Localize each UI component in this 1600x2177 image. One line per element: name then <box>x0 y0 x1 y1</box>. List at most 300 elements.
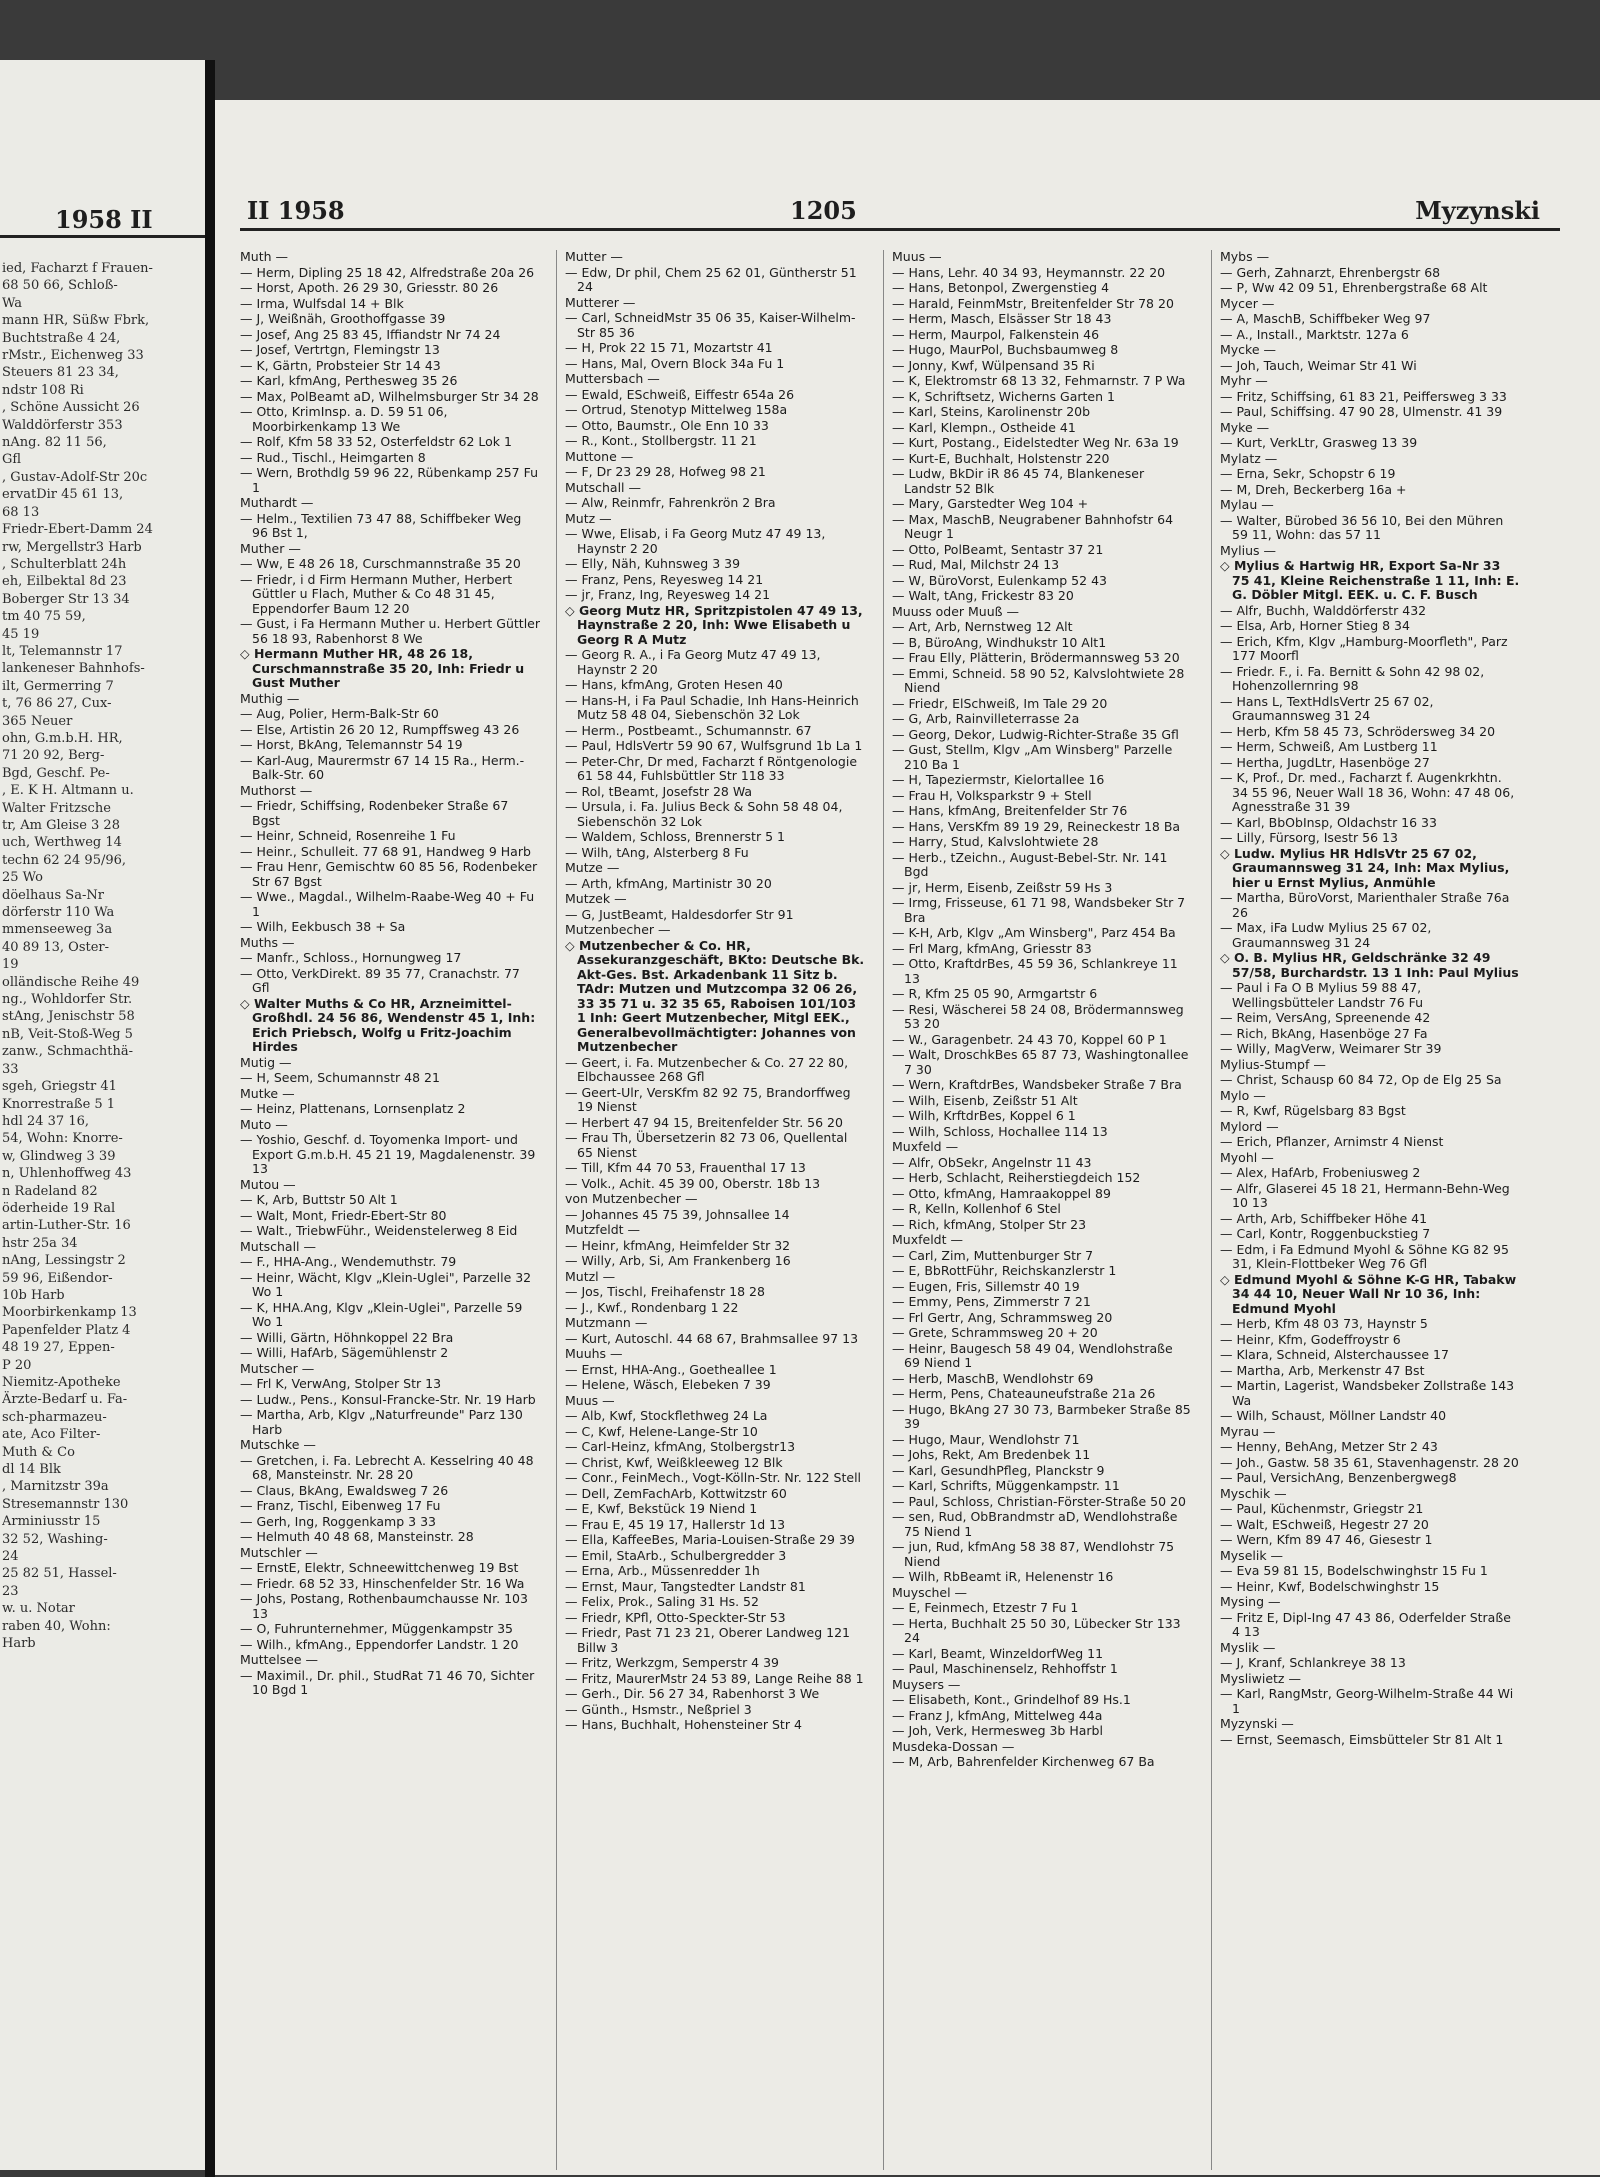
directory-entry: — Walter, Bürobed 36 56 10, Bei den Mühren 59 11, Wohn: das 57 11 <box>1220 512 1504 542</box>
directory-entry: — K, Elektromstr 68 13 32, Fehmarnstr. 7 P Wa <box>892 373 1186 388</box>
surname-heading: Myslik — <box>1220 1639 1276 1655</box>
directory-entry: — Harald, FeinmMstr, Breitenfelder Str 78 20 <box>892 295 1174 311</box>
directory-entry: — Emil, StaArb., Schulbergredder 3 <box>565 1547 787 1563</box>
directory-entry: ◇ Hermann Muther HR, 48 26 18, Curschmannstraße 35 20, Inh: Friedr u Gust Muther <box>240 646 525 690</box>
directory-entry: — Hans, Mal, Overn Block 34a Fu 1 <box>565 355 785 371</box>
directory-entry: — Hans, Buchhalt, Hohensteiner Str 4 <box>565 1717 802 1732</box>
directory-entry: — Rich, kfmAng, Stolper Str 23 <box>892 1216 1087 1232</box>
directory-entry: — jr, Franz, Ing, Reyesweg 14 21 <box>565 587 771 602</box>
surname-heading: Muuss oder Muuß — <box>892 603 1019 619</box>
left-page-line: n, Uhlenhoffweg 43 <box>2 1166 132 1182</box>
directory-entry: — Paul i Fa O B Mylius 59 88 47, Wellingsbütteler Landstr 76 Fu <box>1220 980 1424 1010</box>
left-page-line: dl 14 Blk <box>2 1462 61 1478</box>
directory-entry: — Rud., Tischl., Heimgarten 8 <box>240 449 426 465</box>
left-page-line: Walddörferstr 353 <box>2 417 123 433</box>
surname-heading: Muth — <box>240 250 289 264</box>
surname-heading: Mylo — <box>1220 1087 1266 1103</box>
left-page-line: nAng, Lessingstr 2 <box>2 1253 126 1269</box>
surname-heading: Mutschke — <box>240 1437 316 1452</box>
directory-entry: — Irmg, Frisseuse, 61 71 98, Wandsbeker Str 7 Bra <box>892 895 1186 925</box>
directory-entry: — Henny, BehAng, Metzer Str 2 43 <box>1220 1439 1438 1454</box>
left-page-line: hdl 24 37 16, <box>2 1113 90 1129</box>
directory-entry: — Johs, Rekt, Am Bredenbek 11 <box>892 1447 1091 1462</box>
directory-entry: — Kurt, Autoschl. 44 68 67, Brahmsallee 97 13 <box>565 1330 859 1346</box>
directory-entry: — Hans-H, i Fa Paul Schadie, Inh Hans-Heinrich Mutz 58 48 04, Siebenschön 32 Lok <box>565 692 859 722</box>
directory-entry: — Paul, VersichAng, Benzenbergweg8 <box>1220 1470 1457 1485</box>
surname-heading: Muyschel — <box>892 1584 968 1600</box>
surname-heading: Mutterer — <box>565 294 636 310</box>
directory-entry: — Wilh, Schaust, Möllner Landstr 40 <box>1220 1408 1447 1423</box>
directory-entry: — Karl, Schrifts, Müggenkampstr. 11 <box>892 1478 1120 1493</box>
directory-entry: — Emmi, Schneid. 58 90 52, Kalvslohtwiete 28 Niend <box>892 665 1185 695</box>
directory-entry: — Hans, Lehr. 40 34 93, Heymannstr. 22 20 <box>892 264 1166 280</box>
directory-entry: — Alw, Reinmfr, Fahrenkrön 2 Bra <box>565 495 776 510</box>
left-page-line: Buchtstraße 4 24, <box>2 330 121 346</box>
surname-heading: Mutzfeldt — <box>565 1222 641 1237</box>
directory-entry: — Gerh, Ing, Roggenkamp 3 33 <box>240 1513 436 1529</box>
directory-entry: — Otto, KrimInsp. a. D. 59 51 06, Moorbirkenkamp 13 We <box>240 404 448 434</box>
left-page-line: tm 40 75 59, <box>2 609 86 625</box>
left-page-line: Wa <box>2 295 22 311</box>
directory-entry: — Herm, Schweiß, Am Lustberg 11 <box>1220 739 1438 754</box>
directory-entry: — Elly, Näh, Kuhnsweg 3 39 <box>565 556 741 571</box>
directory-entry: — Wwe, Elisab, i Fa Georg Mutz 47 49 13, Haynstr 2 20 <box>565 526 826 556</box>
directory-entry: — Wilh, Eekbusch 38 + Sa <box>240 919 406 934</box>
directory-entry: — ErnstE, Elektr, Schneewittchenweg 19 Bst <box>240 1560 519 1575</box>
directory-entry: — Hans, Betonpol, Zwergenstieg 4 <box>892 280 1110 295</box>
directory-entry: — Herb, Schlacht, Reiherstiegdeich 152 <box>892 1170 1141 1185</box>
directory-entry: — Herb, MaschB, Wendlohstr 69 <box>892 1370 1094 1386</box>
directory-entry: ◇ Mutzenbecher & Co. HR, Assekuranzgeschäft, BKto: Deutsche Bk. Akt-Ges. Bst. Arkadenbank 11 Sitz b. TAdr: Mutzen und Mutzcompa 32 06 26, 33 35 71 u. 32 35 65, Raboisen 101/103 1 Inh: Geert Mutzenbecher, Mitgl EEK., Generalbevollmächtigter: Johannes von Mutzenbecher <box>565 937 865 1054</box>
directory-entry: — M, Dreh, Beckerberg 16a + <box>1220 481 1407 497</box>
directory-entry: — Edm, i Fa Edmund Myohl & Söhne KG 82 95 31, Klein-Flottbeker Weg 76 Gfl <box>1220 1241 1509 1271</box>
directory-entry: — Joh, Tauch, Weimar Str 41 Wi <box>1220 357 1417 373</box>
directory-entry: — Horst, Apoth. 26 29 30, Griesstr. 80 26 <box>240 280 499 295</box>
left-page-line: techn 62 24 95/96, <box>2 852 127 868</box>
surname-heading: Mutzenbecher — <box>565 922 671 937</box>
directory-entry: — Otto, kfmAng, Hamraakoppel 89 <box>892 1185 1111 1201</box>
directory-entry: — Friedr, Schiffsing, Rodenbeker Straße 67 Bgst <box>240 798 509 828</box>
directory-entry: — R, Kelln, Kollenhof 6 Stel <box>892 1201 1061 1216</box>
surname-heading: Mutschall — <box>240 1238 316 1254</box>
directory-entry: — Heinr., Schulleit. 77 68 91, Handweg 9 Harb <box>240 843 531 859</box>
directory-entry: ◇ Edmund Myohl & Söhne K-G HR, Tabakw 34 44 10, Neuer Wall Nr 10 36, Inh: Edmund Myohl <box>1220 1271 1517 1316</box>
directory-entry: — Frau Th, Übersetzerin 82 73 06, Quellental 65 Nienst <box>565 1130 848 1160</box>
directory-entry: — Frl K, VerwAng, Stolper Str 13 <box>240 1376 442 1391</box>
directory-entry: — Helmuth 40 48 68, Mansteinstr. 28 <box>240 1529 474 1544</box>
directory-entry: — Ursula, i. Fa. Julius Beck & Sohn 58 48 04, Siebenschön 32 Lok <box>565 799 843 829</box>
directory-entry: — Heinz, Plattenans, Lornsenplatz 2 <box>240 1101 466 1116</box>
directory-entry: — Georg R. A., i Fa Georg Mutz 47 49 13, Haynstr 2 20 <box>565 647 821 677</box>
directory-entry: — Horst, BkAng, Telemannstr 54 19 <box>240 737 463 752</box>
directory-entry: — Wilh, Eisenb, Zeißstr 51 Alt <box>892 1092 1078 1108</box>
directory-entry: — Kurt-E, Buchhalt, Holstenstr 220 <box>892 450 1110 466</box>
left-page-line: Knorrestraße 5 1 <box>2 1096 116 1112</box>
directory-entry: — A., Install., Marktstr. 127a 6 <box>1220 326 1409 342</box>
directory-entry: — Karl, BbObInsp, Oldachstr 16 33 <box>1220 814 1437 830</box>
directory-entry: — Willi, HafArb, Sägemühlenstr 2 <box>240 1345 449 1360</box>
left-page-header: 1958 II <box>55 205 153 234</box>
surname-heading: Muttone — <box>565 448 634 464</box>
left-page-line: ng., Wohldorfer Str. <box>2 992 133 1008</box>
surname-heading: Mylius — <box>1220 542 1277 558</box>
surname-heading: Muttersbach — <box>565 371 660 386</box>
directory-entry: — Manfr., Schloss., Hornungweg 17 <box>240 950 462 965</box>
directory-entry: — Karl, GesundhPfleg, Planckstr 9 <box>892 1462 1105 1478</box>
left-page-line: öderheide 19 Ral <box>2 1200 116 1216</box>
left-page-line: olländische Reihe 49 <box>2 974 140 990</box>
left-page-line: sgeh, Griegstr 41 <box>2 1079 117 1095</box>
directory-entry: — Ernst, Seemasch, Eimsbütteler Str 81 Alt 1 <box>1220 1731 1504 1747</box>
left-page-line: Papenfelder Platz 4 <box>2 1322 131 1338</box>
directory-entry: — Heinr, Kwf, Bodelschwinghstr 15 <box>1220 1578 1440 1594</box>
directory-entry: — Frl Gertr, Ang, Schrammsweg 20 <box>892 1309 1113 1325</box>
directory-entry: — H, Prok 22 15 71, Mozartstr 41 <box>565 340 773 355</box>
directory-entry: — Otto, VerkDirekt. 89 35 77, Cranachstr. 77 Gfl <box>240 965 520 995</box>
left-page-lines <box>2 260 202 1653</box>
directory-entry: — K, Schriftsetz, Wicherns Garten 1 <box>892 388 1115 404</box>
page-header-left: II 1958 <box>247 196 345 225</box>
left-page-line: 48 19 27, Eppen- <box>2 1340 115 1356</box>
surname-heading: Mycke — <box>1220 342 1277 357</box>
directory-entry: — E, Feinmech, Etzestr 7 Fu 1 <box>892 1600 1079 1615</box>
directory-entry: — Jonny, Kwf, Wülpensand 35 Ri <box>892 357 1095 373</box>
left-page-line: Harb <box>2 1636 36 1652</box>
surname-heading: Musdeka-Dossan — <box>892 1738 1015 1754</box>
surname-heading: Muthardt — <box>240 495 314 510</box>
directory-entry: — Harry, Stud, Kalvslohtwiete 28 <box>892 834 1099 849</box>
left-page-line: nB, Veit-Stoß-Weg 5 <box>2 1026 133 1042</box>
directory-entry: — Friedr, KPfl, Otto-Speckter-Str 53 <box>565 1609 786 1625</box>
left-page-line: w. u. Notar <box>2 1601 75 1617</box>
left-page-line: döelhaus Sa-Nr <box>2 887 104 903</box>
directory-entry: — Karl, Steins, Karolinenstr 20b <box>892 404 1091 419</box>
left-page-line: ied, Facharzt f Frauen- <box>2 261 153 276</box>
directory-entry: — Rolf, Kfm 58 33 52, Osterfeldstr 62 Lok 1 <box>240 434 512 449</box>
directory-entry: — Ewald, ESchweiß, Eiffestr 654a 26 <box>565 386 795 402</box>
directory-entry: — Paul, Küchenmstr, Griegstr 21 <box>1220 1501 1424 1516</box>
surname-heading: Mylau — <box>1220 497 1274 512</box>
header-rule <box>240 228 1560 231</box>
directory-entry: — Karl, kfmAng, Perthesweg 35 26 <box>240 373 458 388</box>
directory-entry: — P, Ww 42 09 51, Ehrenbergstraße 68 Alt <box>1220 280 1488 295</box>
surname-heading: Mybs — <box>1220 250 1270 264</box>
left-page-line: 19 <box>2 957 19 973</box>
directory-entry: — Friedr. F., i. Fa. Bernitt & Sohn 42 98 02, Hohenzollernring 98 <box>1220 663 1485 693</box>
directory-entry: — Wilh., kfmAng., Eppendorfer Landstr. 1 20 <box>240 1636 519 1652</box>
directory-entry: — Wern, Brothdlg 59 96 22, Rübenkamp 257 Fu 1 <box>240 465 539 495</box>
left-page-line: uch, Werthweg 14 <box>2 835 122 851</box>
left-page-line: rMstr., Eichenweg 33 <box>2 348 144 364</box>
left-page-line: lt, Telemannstr 17 <box>2 643 123 659</box>
left-page-line: 25 Wo <box>2 870 43 886</box>
directory-entry: — Walt., TriebwFühr., Weidenstelerweg 8 Eid <box>240 1223 518 1238</box>
directory-entry: — Alex, HafArb, Frobeniusweg 2 <box>1220 1165 1421 1180</box>
directory-entry: — Elsa, Arb, Horner Stieg 8 34 <box>1220 618 1410 633</box>
directory-entry: — Ortrud, Stenotyp Mittelweg 158a <box>565 402 788 417</box>
directory-entry: — Günth., Hsmstr., Neßpriel 3 <box>565 1701 752 1717</box>
directory-column-1 <box>240 250 540 2170</box>
directory-entry: — Walt, ESchweiß, Hegestr 27 20 <box>1220 1516 1429 1532</box>
directory-entry: — Christ, Schausp 60 84 72, Op de Elg 25 Sa <box>1220 1072 1502 1087</box>
left-page-line: lankeneser Bahnhofs- <box>2 661 145 677</box>
directory-entry: — K, HHA.Ang, Klgv „Klein-Uglei", Parzelle 59 Wo 1 <box>240 1299 523 1329</box>
left-page-line: 68 13 <box>2 504 40 520</box>
left-page-line: , Schulterblatt 24h <box>2 556 127 572</box>
surname-heading: Mutschler — <box>240 1544 318 1560</box>
directory-entry: — Paul, Maschinenselz, Rehhoffstr 1 <box>892 1661 1118 1676</box>
left-page-line: 365 Neuer <box>2 713 73 729</box>
directory-entry: — Herb, Kfm 58 45 73, Schrödersweg 34 20 <box>1220 723 1496 739</box>
directory-entry: — Volk., Achit. 45 39 00, Oberstr. 18b 13 <box>565 1175 821 1191</box>
directory-entry: — Herb, Kfm 48 03 73, Haynstr 5 <box>1220 1316 1428 1331</box>
left-page-line: zanw., Schmachthä- <box>2 1044 133 1060</box>
directory-entry: — Alfr, ObSekr, Angelnstr 11 43 <box>892 1154 1092 1170</box>
directory-entry: — Paul, HdlsVertr 59 90 67, Wulfsgrund 1b La 1 <box>565 738 863 753</box>
surname-heading: Mysing — <box>1220 1594 1281 1609</box>
directory-entry: — Frau Henr, Gemischtw 60 85 56, Rodenbeker Str 67 Bgst <box>240 859 538 889</box>
left-page-line: , Schöne Aussicht 26 <box>2 400 140 416</box>
directory-entry: — Arth, kfmAng, Martinistr 30 20 <box>565 875 772 891</box>
directory-entry: — Helene, Wäsch, Elebeken 7 39 <box>565 1377 771 1392</box>
surname-heading: Mutter — <box>565 250 623 264</box>
directory-entry: — Wilh, KrftdrBes, Koppel 6 1 <box>892 1108 1076 1123</box>
directory-entry: — sen, Rud, ObBrandmstr aD, Wendlohstraße 75 Niend 1 <box>892 1509 1178 1539</box>
directory-entry: — W., Garagenbetr. 24 43 70, Koppel 60 P 1 <box>892 1031 1167 1047</box>
directory-entry: — Franz, Tischl, Eibenweg 17 Fu <box>240 1498 441 1513</box>
left-page-line: eh, Eilbektal 8d 23 <box>2 574 127 590</box>
left-page-line: ate, Aco Filter- <box>2 1427 101 1443</box>
directory-entry: — Herm., Postbeamt., Schumannstr. 67 <box>565 722 812 738</box>
left-page-line: ervatDir 45 61 13, <box>2 487 124 503</box>
directory-entry: — Heinr, Schneid, Rosenreihe 1 Fu <box>240 828 456 843</box>
surname-heading: Mutz — <box>565 510 612 526</box>
directory-entry: — J, Kranf, Schlankreye 38 13 <box>1220 1655 1406 1670</box>
directory-entry: — Wilh, Schloss, Hochallee 114 13 <box>892 1123 1108 1139</box>
directory-entry: — Resi, Wäscherei 58 24 08, Brödermannsweg 53 20 <box>892 1001 1184 1031</box>
surname-heading: Muxfeldt — <box>892 1232 963 1247</box>
directory-entry: — Fritz, Werkzgm, Semperstr 4 39 <box>565 1655 780 1670</box>
directory-entry: — Erna, Sekr, Schopstr 6 19 <box>1220 466 1396 481</box>
left-page-line: Muth & Co <box>2 1444 75 1460</box>
directory-entry: — Mary, Garstedter Weg 104 + <box>892 496 1089 511</box>
directory-entry: — Hans L, TextHdlsVertr 25 67 02, Graumannsweg 31 24 <box>1220 693 1434 723</box>
left-page-line: stAng, Jenischstr 58 <box>2 1009 135 1025</box>
surname-heading: Mutke — <box>240 1085 295 1101</box>
directory-entry: — Hugo, Maur, Wendlohstr 71 <box>892 1431 1080 1447</box>
directory-entry: — Fritz, Schiffsing, 61 83 21, Peiffersweg 3 33 <box>1220 388 1507 404</box>
directory-entry: — Herm, Maurpol, Falkenstein 46 <box>892 326 1100 342</box>
directory-entry: — Claus, BkAng, Ewaldsweg 7 26 <box>240 1482 449 1498</box>
left-page-line: , E. K H. Altmann u. <box>2 783 134 799</box>
directory-entry: — Joh., Gastw. 58 35 61, Stavenhagenstr. 28 20 <box>1220 1454 1519 1470</box>
directory-entry: — Heinr, Kfm, Godeffroystr 6 <box>1220 1331 1401 1347</box>
directory-entry: — H, Tapeziermstr, Kielortallee 16 <box>892 772 1105 787</box>
directory-entry: — Herm, Dipling 25 18 42, Alfredstraße 20a 26 <box>240 264 535 280</box>
directory-entry: — Gretchen, i. Fa. Lebrecht A. Kesselring 40 48 68, Mansteinstr. Nr. 28 20 <box>240 1452 534 1482</box>
directory-entry: — F., HHA-Ang., Wendemuthstr. 79 <box>240 1254 457 1269</box>
directory-entry: — Carl, Kontr, Roggenbuckstieg 7 <box>1220 1226 1431 1241</box>
left-page-fragment <box>0 60 205 2170</box>
left-page-line: Boberger Str 13 34 <box>2 591 130 607</box>
directory-entry: — Willy, MagVerw, Weimarer Str 39 <box>1220 1041 1442 1056</box>
directory-entry: — B, BüroAng, Windhukstr 10 Alt1 <box>892 634 1107 650</box>
left-page-line: nAng. 82 11 56, <box>2 435 107 451</box>
surname-heading: Myschik — <box>1220 1485 1287 1501</box>
directory-entry: — Martha, Arb, Merkenstr 47 Bst <box>1220 1362 1425 1378</box>
left-page-line: Arminiusstr 15 <box>2 1514 101 1530</box>
surname-heading: Mutzmann — <box>565 1315 648 1330</box>
directory-entry: — Erich, Kfm, Klgv „Hamburg-Moorfleth", Parz 177 Moorfl <box>1220 633 1508 663</box>
left-page-line: P 20 <box>2 1357 32 1373</box>
directory-entry: — Fritz E, Dipl-Ing 47 43 86, Oderfelder Straße 4 13 <box>1220 1609 1511 1639</box>
directory-entry: ◇ Mylius & Hartwig HR, Export Sa-Nr 33 75 41, Kleine Reichenstraße 1 11, Inh: E. G. Döbler Mitgl. EEK. u. C. F. Busch <box>1220 558 1520 602</box>
directory-entry: — Gust, i Fa Hermann Muther u. Herbert Güttler 56 18 93, Rabenhorst 8 We <box>240 616 540 646</box>
directory-entry: — Wern, KraftdrBes, Wandsbeker Straße 7 Bra <box>892 1077 1182 1092</box>
directory-entry: — R, Kwf, Rügelsbarg 83 Bgst <box>1220 1103 1406 1118</box>
left-page-line: 24 <box>2 1549 19 1565</box>
directory-entry: — Friedr, ElSchweiß, Im Tale 29 20 <box>892 695 1108 711</box>
directory-entry: — Helm., Textilien 73 47 88, Schiffbeker Weg 96 Bst 1, <box>240 510 522 540</box>
directory-entry: — Hans, kfmAng, Breitenfelder Str 76 <box>892 803 1128 818</box>
directory-entry: — Hans, VersKfm 89 19 29, Reineckestr 18 Ba <box>892 818 1181 834</box>
left-page-line: Niemitz-Apotheke <box>2 1375 121 1390</box>
left-page-line: Bgd, Geschf. Pe- <box>2 765 110 781</box>
directory-entry: — Eva 59 81 15, Bodelschwinghstr 15 Fu 1 <box>1220 1563 1488 1578</box>
surname-heading: Muttelsee — <box>240 1652 319 1667</box>
left-page-line: 10b Harb <box>2 1287 65 1303</box>
directory-entry: — Reim, VersAng, Spreenende 42 <box>1220 1010 1431 1025</box>
directory-entry: — Eugen, Fris, Sillemstr 40 19 <box>892 1278 1080 1294</box>
directory-entry: — Ella, KaffeeBes, Maria-Louisen-Straße 29 39 <box>565 1532 855 1547</box>
directory-entry: — K, Prof., Dr. med., Facharzt f. Augenkrkhtn. 34 55 96, Neuer Wall 18 36, Wohn: 47 48 06, Agnesstraße 31 39 <box>1220 770 1515 814</box>
left-page-line: ohn, G.m.b.H. HR, <box>2 730 123 746</box>
directory-entry: — Franz J, kfmAng, Mittelweg 44a <box>892 1707 1103 1723</box>
directory-entry: — Friedr, i d Firm Hermann Muther, Herbert Güttler u Flach, Muther & Co 48 31 45, Eppendorfer Baum 12 20 <box>240 571 513 616</box>
directory-entry: — Frau E, 45 19 17, Hallerstr 1d 13 <box>565 1516 786 1532</box>
directory-entry: — Till, Kfm 44 70 53, Frauenthal 17 13 <box>565 1160 806 1175</box>
directory-entry: — Walt, Mont, Friedr-Ebert-Str 80 <box>240 1207 447 1223</box>
surname-heading: Mylatz — <box>1220 450 1278 466</box>
surname-heading: von Mutzenbecher — <box>565 1191 698 1206</box>
surname-heading: Muto — <box>240 1116 288 1132</box>
left-page-line: tr, Am Gleise 3 28 <box>2 818 120 833</box>
directory-entry: — Frau Elly, Plätterin, Brödermannsweg 53 20 <box>892 650 1180 665</box>
left-page-line: Steuers 81 23 34, <box>2 365 119 381</box>
surname-heading: Mutou — <box>240 1176 296 1192</box>
left-page-line: mann HR, Süßw Fbrk, <box>2 313 150 329</box>
directory-entry: — K, Arb, Buttstr 50 Alt 1 <box>240 1192 398 1207</box>
book-spine <box>205 60 215 2177</box>
left-page-line: 32 52, Washing- <box>2 1531 108 1547</box>
directory-entry: — Conr., FeinMech., Vogt-Kölln-Str. Nr. 122 Stell <box>565 1470 862 1485</box>
directory-entry: — J., Kwf., Rondenbarg 1 22 <box>565 1299 739 1315</box>
directory-entry: — Martha, BüroVorst, Marienthaler Straße 76a 26 <box>1220 890 1510 920</box>
directory-entry: — Johs, Postang, Rothenbaumchausse Nr. 103 13 <box>240 1591 528 1621</box>
directory-entry: — Geert-Ulr, VersKfm 82 92 75, Brandorffweg 19 Nienst <box>565 1084 851 1114</box>
directory-entry: — Aug, Polier, Herm-Balk-Str 60 <box>240 706 439 721</box>
directory-columns <box>240 250 1520 2170</box>
directory-entry: — Gust, Stellm, Klgv „Am Winsberg" Parzelle 210 Ba 1 <box>892 742 1173 772</box>
directory-entry: — Grete, Schrammsweg 20 + 20 <box>892 1325 1098 1340</box>
directory-entry: — Fritz, MaurerMstr 24 53 89, Lange Reihe 88 1 <box>565 1670 864 1686</box>
directory-entry: — Felix, Prok., Saling 31 Hs. 52 <box>565 1594 759 1609</box>
left-page-line: t, 76 86 27, Cux- <box>2 696 112 712</box>
left-header-rule <box>0 235 205 238</box>
left-page-line: Stresemannstr 130 <box>2 1496 129 1512</box>
directory-entry: — Wwe., Magdal., Wilhelm-Raabe-Weg 40 + Fu 1 <box>240 889 535 919</box>
page-number: 1205 <box>790 196 857 225</box>
surname-heading: Myselik — <box>1220 1547 1284 1563</box>
directory-entry: — Herm, Masch, Elsässer Str 18 43 <box>892 311 1112 326</box>
directory-entry: — Irma, Wulfsdal 14 + Blk <box>240 295 404 311</box>
directory-entry: — A, MaschB, Schiffbeker Weg 97 <box>1220 311 1431 326</box>
directory-entry: — Paul, Schloss, Christian-Förster-Straße 50 20 <box>892 1493 1186 1509</box>
left-page-line: 59 96, Eißendor- <box>2 1270 113 1286</box>
directory-entry: — Friedr, Past 71 23 21, Oberer Landweg 121 Billw 3 <box>565 1625 851 1655</box>
directory-entry: — Alfr, Glaserei 45 18 21, Hermann-Behn-Weg 10 13 <box>1220 1180 1510 1210</box>
directory-entry: ◇ O. B. Mylius HR, Geldschränke 32 49 57/58, Burchardstr. 13 1 Inh: Paul Mylius <box>1220 950 1519 980</box>
directory-entry: — Emmy, Pens, Zimmerstr 7 21 <box>892 1294 1091 1309</box>
directory-entry: — Wilh, tAng, Alsterberg 8 Fu <box>565 844 749 860</box>
directory-entry: — C, Kwf, Helene-Lange-Str 10 <box>565 1423 758 1439</box>
directory-entry: — Art, Arb, Nernstweg 12 Alt <box>892 619 1073 634</box>
left-page-line: , Marnitzstr 39a <box>2 1479 109 1495</box>
directory-entry: — Rich, BkAng, Hasenböge 27 Fa <box>1220 1025 1428 1041</box>
directory-entry: — Else, Artistin 26 20 12, Rumpffsweg 43 26 <box>240 721 520 737</box>
surname-heading: Mysliwietz — <box>1220 1670 1301 1686</box>
directory-entry: — Josef, Vertrtgn, Flemingstr 13 <box>240 342 440 357</box>
directory-entry: — Hugo, MaurPol, Buchsbaumweg 8 <box>892 342 1119 357</box>
directory-entry: — Yoshio, Geschf. d. Toyomenka Import- und Export G.m.b.H. 45 21 19, Magdalenenstr. 39 13 <box>240 1132 536 1176</box>
left-page-line: 45 19 <box>2 626 40 642</box>
directory-entry: — G, Arb, Rainvilleterrasse 2a <box>892 711 1080 726</box>
left-page-line: 71 20 92, Berg- <box>2 748 105 764</box>
directory-entry: — Herm, Pens, Chateauneufstraße 21a 26 <box>892 1386 1156 1401</box>
directory-entry: — Gerh, Zahnarzt, Ehrenbergstr 68 <box>1220 264 1441 280</box>
directory-entry: — Max, MaschB, Neugrabener Bahnhofstr 64 Neugr 1 <box>892 511 1174 541</box>
directory-entry: — Christ, Kwf, Weißkleeweg 12 Blk <box>565 1454 783 1470</box>
left-page-line: mmenseeweg 3a <box>2 922 113 938</box>
directory-entry: — Max, iFa Ludw Mylius 25 67 02, Graumannsweg 31 24 <box>1220 920 1432 950</box>
directory-entry: — Kurt, Postang., Eidelstedter Weg Nr. 63a 19 <box>892 435 1179 450</box>
surname-heading: Muths — <box>240 934 295 950</box>
directory-entry: — Karl-Aug, Maurermstr 67 14 15 Ra., Herm.-Balk-Str. 60 <box>240 752 525 782</box>
directory-entry: — Ww, E 48 26 18, Curschmannstraße 35 20 <box>240 556 521 571</box>
surname-heading: Myohl — <box>1220 1149 1274 1165</box>
surname-heading: Muysers — <box>892 1676 961 1692</box>
directory-entry: — Geert, i. Fa. Mutzenbecher & Co. 27 22 80, Elbchaussee 268 Gfl <box>565 1054 849 1084</box>
directory-entry: — Ludw, BkDir iR 86 45 74, Blankeneser Landstr 52 Blk <box>892 466 1145 496</box>
left-page-line: Moorbirkenkamp 13 <box>2 1305 137 1321</box>
directory-entry: — K, Gärtn, Probsteier Str 14 43 <box>240 357 441 373</box>
directory-entry: — Gerh., Dir. 56 27 34, Rabenhorst 3 We <box>565 1686 820 1701</box>
surname-heading: Mutig — <box>240 1054 292 1070</box>
directory-entry: — Carl, Zim, Muttenburger Str 7 <box>892 1247 1094 1263</box>
left-page-line: Gfl <box>2 452 22 468</box>
directory-entry: — Rol, tBeamt, Josefstr 28 Wa <box>565 783 753 799</box>
surname-heading: Muthig — <box>240 690 300 706</box>
directory-entry: — E, BbRottFühr, Reichskanzlerstr 1 <box>892 1263 1117 1278</box>
directory-entry: — R., Kont., Stollbergstr. 11 21 <box>565 433 757 448</box>
directory-entry: — Ludw., Pens., Konsul-Francke-Str. Nr. 19 Harb <box>240 1391 536 1407</box>
directory-entry: — M, Arb, Bahrenfelder Kirchenweg 67 Ba <box>892 1754 1155 1769</box>
directory-entry: — K-H, Arb, Klgv „Am Winsberg", Parz 454 Ba <box>892 925 1176 940</box>
surname-heading: Muus — <box>565 1392 615 1408</box>
directory-entry: — Walt, DroschkBes 65 87 73, Washingtonallee 7 30 <box>892 1047 1189 1077</box>
directory-entry: — Wern, Kfm 89 47 46, Giesestr 1 <box>1220 1532 1433 1547</box>
left-page-line: 33 <box>2 1061 19 1077</box>
